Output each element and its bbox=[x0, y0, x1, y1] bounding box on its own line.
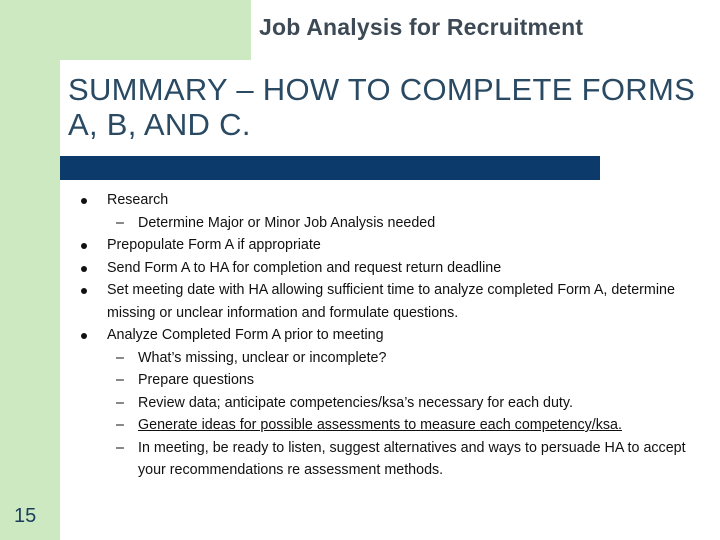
list-item-text: Prepopulate Form A if appropriate bbox=[107, 237, 321, 253]
bullet-list bbox=[70, 189, 700, 482]
sub-list-item bbox=[70, 437, 700, 482]
sub-list-item-text: What’s missing, unclear or incomplete? bbox=[138, 349, 387, 366]
list-item bbox=[70, 257, 700, 280]
slide-title: SUMMARY – HOW TO COMPLETE FORMS A, B, AND C. bbox=[68, 72, 696, 142]
header-title: Job Analysis for Recruitment bbox=[259, 14, 584, 40]
bullet-icon bbox=[81, 288, 87, 294]
list-item bbox=[70, 234, 700, 257]
slide-number: 15 bbox=[14, 505, 37, 527]
sub-list-item-text: In meeting, be ready to listen, suggest alternatives and ways to persuade HA to accept your recommendations re assessment methods. bbox=[138, 439, 686, 478]
sub-list-item-text: Review data; anticipate competencies/ksa’s necessary for each duty. bbox=[138, 394, 573, 411]
title-divider-bar bbox=[60, 156, 600, 180]
sub-list-item bbox=[70, 414, 700, 437]
sub-list-item bbox=[70, 347, 700, 370]
dash-marker: – bbox=[116, 417, 124, 433]
left-accent-bar bbox=[0, 0, 60, 540]
sub-list-item bbox=[70, 369, 700, 392]
list-item-text: Send Form A to HA for completion and request return deadline bbox=[107, 259, 502, 276]
sub-list-item-text: Prepare questions bbox=[138, 372, 255, 388]
dash-marker: – bbox=[116, 372, 124, 388]
list-item-text: Analyze Completed Form A prior to meeting bbox=[107, 327, 384, 343]
sub-list-item-text: Determine Major or Minor Job Analysis needed bbox=[138, 214, 436, 231]
bullet-icon bbox=[81, 266, 87, 272]
bullet-icon bbox=[81, 198, 87, 204]
dash-marker: – bbox=[116, 394, 124, 411]
sub-list-item bbox=[70, 212, 700, 235]
dash-marker: – bbox=[116, 214, 124, 231]
header-accent-band bbox=[0, 0, 251, 60]
sub-list-item-text: Generate ideas for possible assessments to measure each competency/ksa. bbox=[138, 417, 622, 433]
bullet-icon bbox=[81, 333, 87, 339]
dash-marker: – bbox=[116, 439, 124, 456]
list-item-text: Set meeting date with HA allowing sufficient time to analyze completed Form A, determine missing or unclear information and formulate questions. bbox=[107, 282, 675, 321]
bullet-icon bbox=[81, 243, 87, 249]
list-item bbox=[70, 324, 700, 347]
sub-list-item bbox=[70, 392, 700, 415]
list-item-text: Research bbox=[107, 192, 169, 208]
list-item bbox=[70, 279, 700, 324]
dash-marker: – bbox=[116, 349, 124, 366]
list-item bbox=[70, 189, 700, 212]
